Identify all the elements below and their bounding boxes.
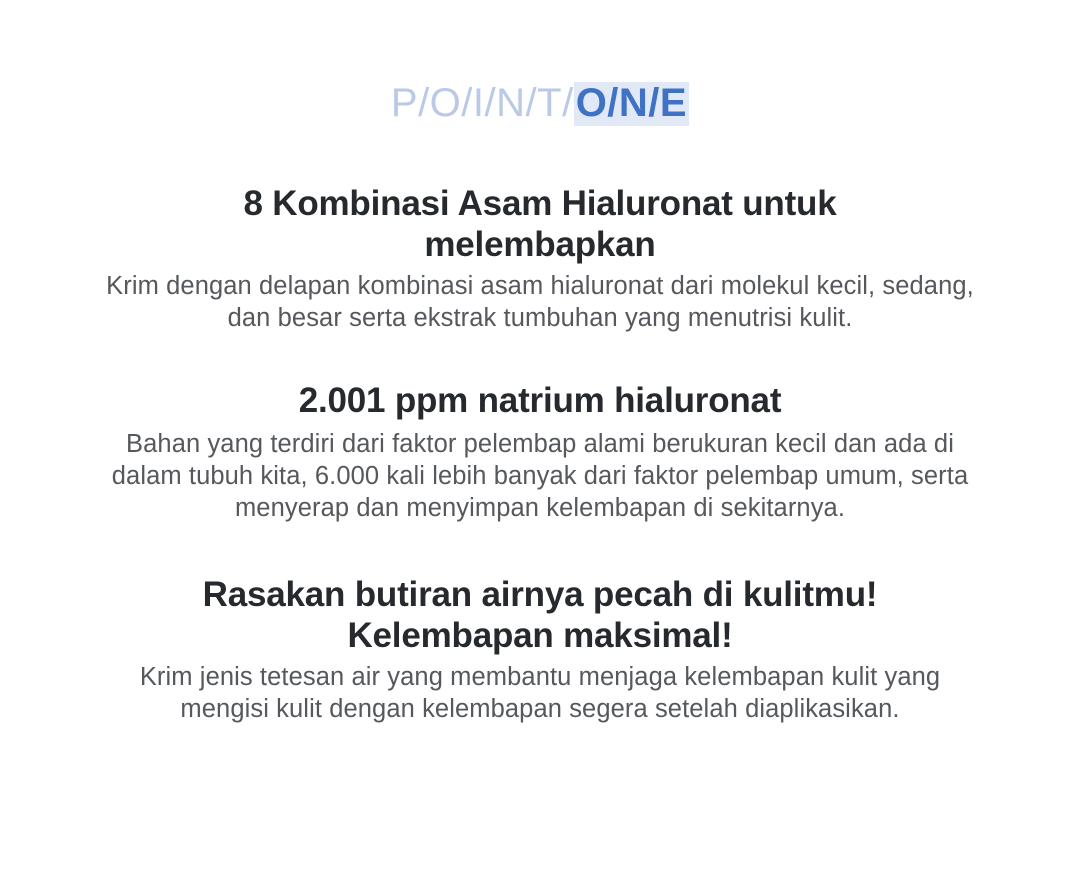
section-title: 8 Kombinasi Asam Hialuronat untuk melembapkan bbox=[243, 184, 837, 264]
section-title: Rasakan butiran airnya pecah di kulitmu! Kelembapan maksimal! bbox=[202, 574, 878, 655]
content-section bbox=[90, 381, 990, 525]
section-body: Krim jenis tetesan air yang membantu menjaga kelembapan kulit yang mengisi kulit dengan kelembapan segera setelah diaplikasikan. bbox=[139, 662, 941, 723]
brand-logo-bold-part: O/N/E bbox=[575, 81, 688, 125]
brand-logo-light-part: P/O/I/N/T/ bbox=[390, 81, 574, 125]
content-section bbox=[90, 575, 990, 726]
section-body: Bahan yang terdiri dari faktor pelembap alami berukuran kecil dan ada di dalam tubuh kita, 6.000 kali lebih banyak dari faktor pelembap umum, serta menyerap dan menyimpan kelembapan di sekitarnya. bbox=[111, 429, 969, 523]
section-body: Krim dengan delapan kombinasi asam hialuronat dari molekul kecil, sedang, dan besar serta ekstrak tumbuhan yang menutrisi kulit. bbox=[106, 271, 974, 333]
section-title: 2.001 ppm natrium hialuronat bbox=[298, 380, 782, 420]
content-sections bbox=[90, 184, 990, 725]
content-section bbox=[90, 184, 990, 335]
brand-logo bbox=[391, 82, 689, 126]
